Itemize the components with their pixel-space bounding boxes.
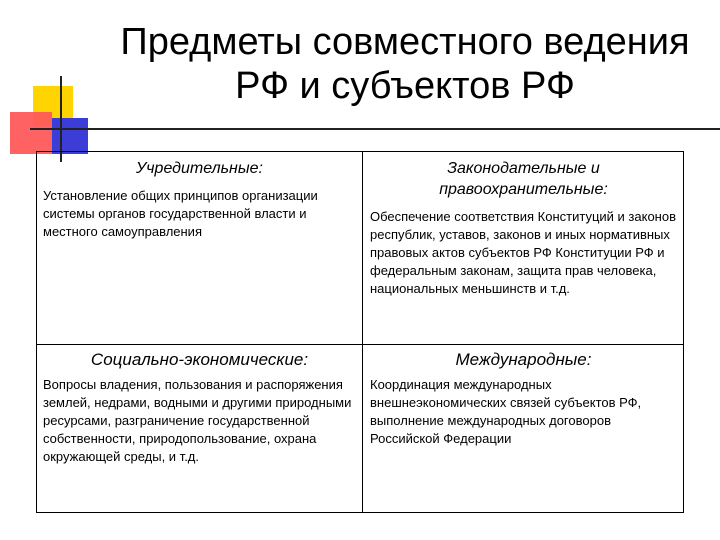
- cell-heading: Учредительные:: [136, 160, 263, 177]
- subjects-table: [36, 151, 684, 513]
- cell-founding: [37, 152, 362, 344]
- cell-legislative: [363, 152, 685, 344]
- cell-heading: Социально-экономические:: [90, 350, 309, 369]
- cell-socio-economic: [37, 345, 362, 514]
- cell-text: Обеспечение соответствия Конституций и законов республик, уставов, законов и иных нормативных правовых актов субъектов РФ Конституции РФ и федеральным законам, защита прав человека, национальных меньшинств и т.д.: [370, 209, 677, 296]
- cell-text: Вопросы владения, пользования и распоряжения землей, недрами, водными и другими природными ресурсами, разграничение государственной собственности, природопользование, охрана окружающей среды, и т.д.: [43, 377, 352, 464]
- cell-text: Установление общих принципов организации системы органов государственной власти и местного самоуправления: [43, 188, 318, 239]
- cell-heading: Международные:: [455, 350, 592, 369]
- cell-text: Координация международных внешнеэкономических связей субъектов РФ, выполнение международных договоров Российской Федерации: [370, 377, 642, 446]
- decor-red-square: [10, 112, 52, 154]
- slide-title: Предметы совместного ведения РФ и субъектов РФ: [120, 21, 690, 107]
- decor-blue-square: [52, 118, 88, 154]
- decor-horizontal-line: [30, 128, 720, 130]
- decor-vertical-line: [60, 76, 62, 162]
- cell-heading: Законодательные и правоохранительные:: [439, 160, 608, 198]
- cell-international: [363, 345, 685, 514]
